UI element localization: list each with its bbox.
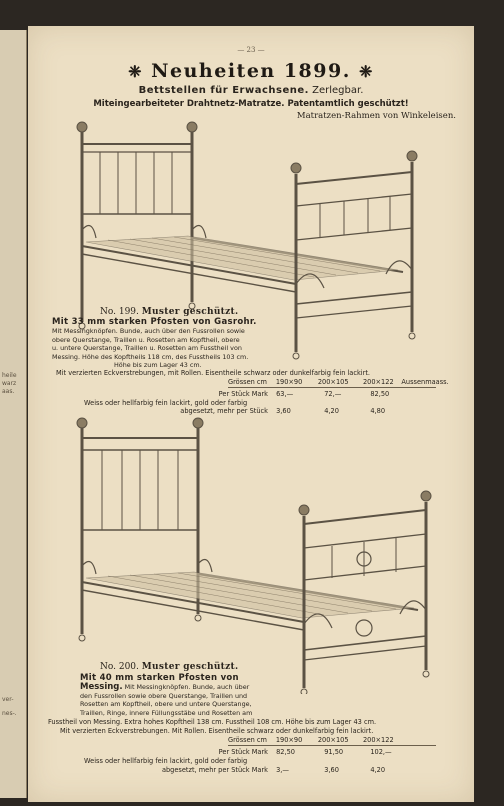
size-cell: 200×122 — [362, 736, 394, 744]
description-line: Rosetten am Kopftheil, obere und untere Querstange, — [80, 700, 252, 709]
price-cell: 63,— — [276, 390, 294, 398]
price-cell: 3,60 — [276, 407, 291, 415]
item-199-price-row-1 — [202, 390, 410, 398]
item-199-description — [52, 327, 282, 370]
item-199-title — [100, 307, 238, 317]
adjacent-page-fragment: heile — [2, 372, 17, 379]
page-number: — 23 — — [237, 46, 265, 54]
table-rule — [228, 745, 436, 746]
item-label: Muster geschützt. — [141, 662, 239, 672]
price-cell: 4,20 — [370, 766, 386, 774]
item-199-sizes-row — [228, 378, 449, 386]
adjacent-page-fragment: aas. — [2, 388, 15, 395]
description-line: Höhe bis zum Lager 43 cm. — [114, 361, 202, 370]
sizes-label: Grössen cm — [228, 736, 267, 744]
item-199-price-note-a: Weiss oder hellfarbig fein lackirt, gold oder farbig — [84, 399, 248, 407]
price-cell: 3,60 — [324, 766, 339, 774]
size-cell: 200×105 — [317, 736, 349, 744]
item-number: No. 200. — [100, 662, 139, 672]
description-text: Mit Messingknöpfen. Bunde, auch über — [124, 683, 250, 691]
item-200-description — [80, 683, 290, 717]
price-cell: 82,50 — [370, 390, 390, 398]
subtitle-line-2: Miteingearbeiteter Drahtnetz-Matratze. Patentamtlich geschützt! — [93, 99, 409, 109]
price-cell: 4,80 — [370, 407, 386, 415]
description-line: obere Querstange, Traillen u. Rosetten am Kopftheil, obere — [52, 335, 240, 344]
item-200-sizes-row — [228, 736, 399, 744]
headline-text: Neuheiten 1899. — [151, 60, 351, 82]
price-cell: 3,— — [276, 766, 289, 774]
item-200-price-row-1 — [202, 748, 410, 756]
subtitle-rest: Zerlegbar. — [312, 85, 364, 96]
adjacent-page-fragment: nes-. — [2, 710, 17, 717]
description-line: Traillen, Ringe, innere Füllungsstäbe und Rosetten am — [80, 708, 253, 717]
size-cell: 190×90 — [275, 736, 303, 744]
item-199-strong: Mit 33 mm starken Pfosten von Gasrohr. — [52, 317, 257, 327]
description-line: u. untere Querstange, Traillen u. Rosetten am Fusstheil von — [52, 344, 242, 353]
item-200-strong-b: Messing. — [80, 682, 123, 692]
item-number: No. 199. — [100, 307, 139, 317]
description-line: Messing. Höhe des Kopftheils 118 cm, des Fusstheils 103 cm. — [52, 352, 249, 361]
adjacent-page-fragment: ver- — [2, 696, 14, 703]
item-200-note: Mit verzierten Eckverstrebungen. Mit Rollen. Eisentheile schwarz oder dunkelfarbig fein lackirt. — [60, 727, 374, 735]
item-200-body-full: Fusstheil von Messing. Extra hohes Kopftheil 138 cm. Fusstheil 108 cm. Höhe bis zum Lager 43 cm. — [48, 718, 377, 726]
description-line — [80, 683, 290, 692]
item-200-strong-a: Mit 40 mm starken Pfosten von — [80, 673, 239, 683]
item-200-price-note-a: Weiss oder hellfarbig fein lackirt, gold oder farbig — [84, 757, 248, 765]
price-label: abgesetzt, mehr per Stück Mark — [161, 766, 268, 774]
price-cell: 4,20 — [324, 407, 339, 415]
size-cell: 200×105 — [317, 378, 349, 386]
price-cell: 72,— — [324, 390, 342, 398]
description-line: den Fussrollen sowie obere Querstange, Traillen und — [80, 691, 248, 700]
price-label: abgesetzt, mehr per Stück — [180, 407, 268, 415]
adjacent-page-edge — [0, 30, 27, 798]
description-line: Mit Messingknöpfen. Bunde, auch über den Fussrollen sowie — [52, 327, 245, 335]
item-label: Muster geschützt. — [141, 307, 239, 317]
price-cell: 102,— — [370, 748, 392, 756]
price-cell: 82,50 — [276, 748, 295, 756]
catalog-page — [28, 26, 474, 802]
price-label: Per Stück Mark — [218, 748, 268, 756]
page-headline — [28, 60, 474, 82]
subtitle-line-3: Matratzen-Rahmen von Winkeleisen. — [296, 111, 456, 121]
size-cell: 200×122 — [362, 378, 394, 386]
subtitle-bold: Bettstellen für Erwachsene. — [138, 85, 309, 96]
sizes-suffix: Aussenmaass. — [401, 378, 449, 386]
sizes-label: Grössen cm — [228, 378, 267, 386]
adjacent-page-fragment: warz — [2, 380, 17, 387]
table-rule — [228, 387, 436, 388]
price-cell: 91,50 — [324, 748, 344, 756]
item-200-title — [100, 662, 238, 672]
ornament-star-icon: ❈ — [358, 62, 374, 81]
size-cell: 190×90 — [275, 378, 303, 386]
bed-illustration-200 — [68, 414, 448, 694]
ornament-star-icon: ❈ — [128, 62, 144, 81]
price-label: Per Stück Mark — [218, 390, 268, 398]
item-199-note: Mit verzierten Eckverstrebungen, mit Rollen. Eisentheile schwarz oder dunkelfarbig fein lackirt. — [56, 369, 371, 377]
item-200-price-row-2 — [148, 766, 410, 774]
